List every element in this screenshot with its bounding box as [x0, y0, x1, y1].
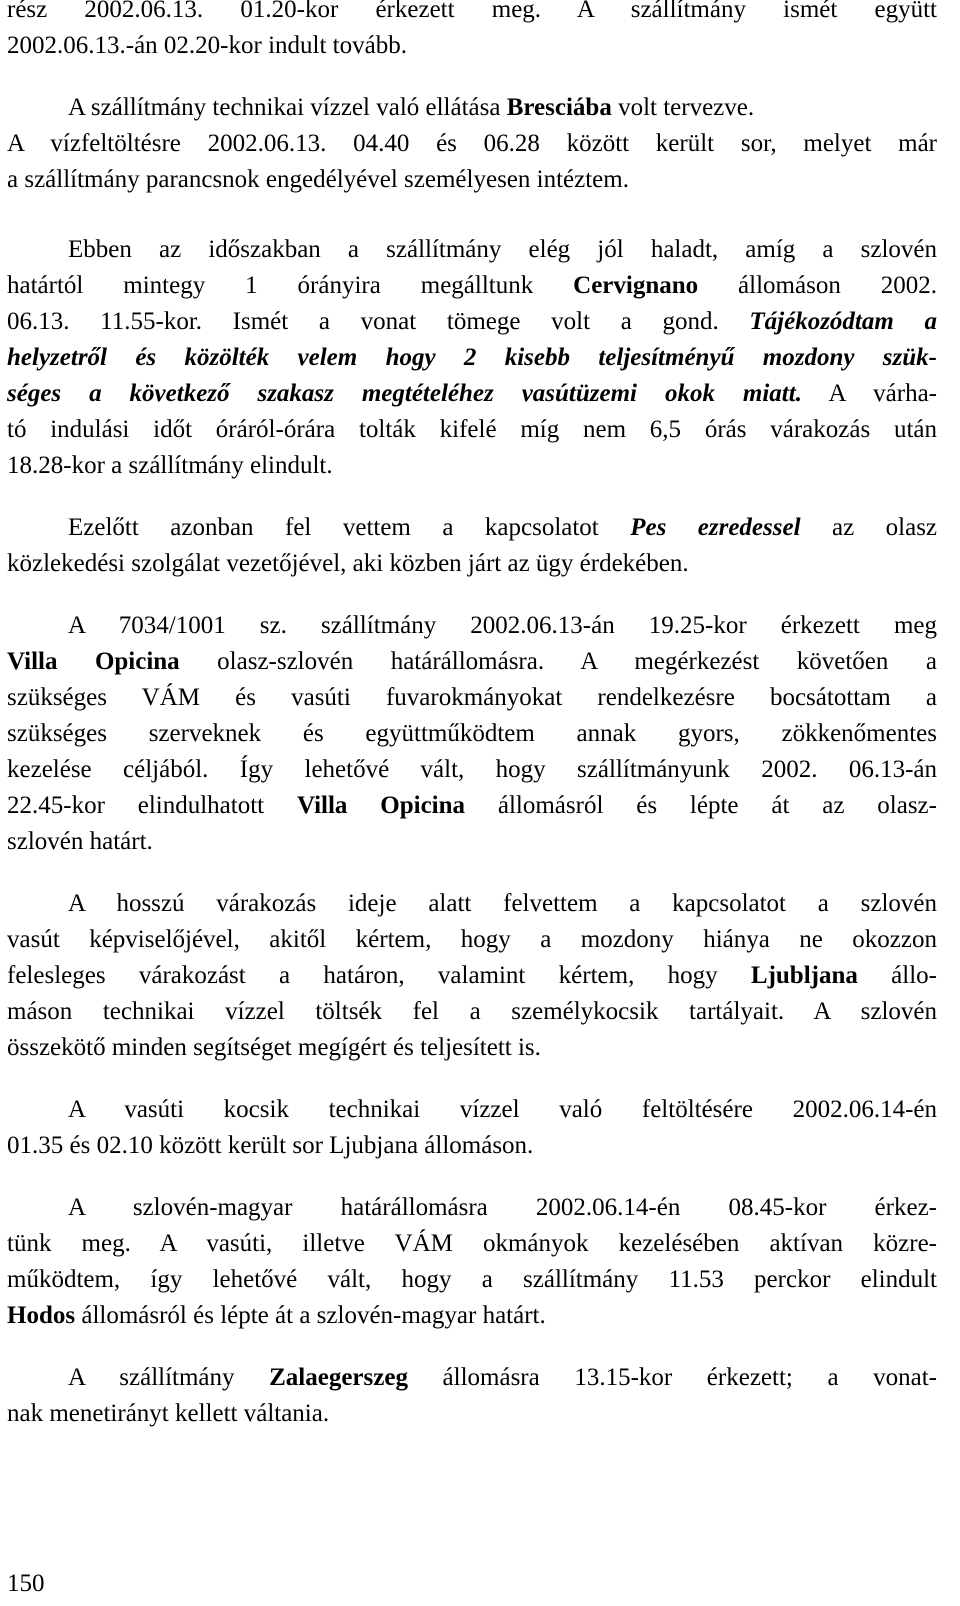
text-run: volt tervezve.: [611, 94, 755, 121]
text-line: [7, 1262, 937, 1298]
paragraph: [7, 0, 937, 64]
text-line: [7, 546, 937, 582]
bold-text-run: Bresciába: [506, 94, 612, 121]
text-run: állomáson 2002.: [698, 272, 937, 299]
text-line: [7, 340, 937, 376]
text-line: [7, 1396, 937, 1432]
text-run: felesleges várakozást a határon, valamint kértem, hogy: [7, 962, 751, 989]
bold-text-run: Villa Opicina: [7, 648, 180, 675]
text-run: Ebben az időszakban a szállítmány elég jól haladt, amíg a szlovén: [68, 236, 937, 263]
text-line: [7, 268, 937, 304]
text-run: 06.13. 11.55-kor. Ismét a vonat tömege volt a gond.: [7, 308, 750, 335]
text-line: [7, 922, 937, 958]
text-run: állo-: [857, 962, 937, 989]
text-run: az olasz: [800, 514, 938, 541]
bold-text-run: Zalaegerszeg: [269, 1364, 408, 1391]
text-run: 01.35 és 02.10 között került sor Ljubjana állomáson.: [7, 1132, 534, 1159]
text-run: 2002.06.13.-án 02.20-kor indult tovább.: [7, 32, 407, 59]
text-line: [7, 1360, 937, 1396]
text-run: állomásra 13.15-kor érkezett; a vonat-: [407, 1364, 938, 1391]
text-line: [7, 716, 937, 752]
text-line: [7, 788, 937, 824]
text-run: összekötő minden segítséget megígért és teljesített is.: [7, 1034, 541, 1061]
paragraph: [7, 1360, 937, 1432]
text-run: 18.28-kor a szállítmány elindult.: [7, 452, 333, 479]
page-number: 150: [7, 1570, 45, 1597]
text-run: A vízfeltöltésre 2002.06.13. 04.40 és 06.28 között került sor, melyet már: [7, 130, 937, 157]
bold-text-run: Villa Opicina: [296, 792, 466, 819]
text-line: [7, 752, 937, 788]
text-line: [7, 1092, 937, 1128]
text-run: kezelése céljából. Így lehetővé vált, hogy szállítmányunk 2002. 06.13-án: [7, 756, 937, 783]
text-line: [7, 0, 937, 28]
text-line: [7, 162, 937, 198]
text-run: A várha-: [801, 380, 938, 407]
text-line: [7, 376, 937, 412]
bold-italic-text-run: helyzetről és közölték velem hogy 2 kisebb teljesítményű mozdony szük-: [7, 344, 937, 371]
text-line: [7, 412, 937, 448]
text-line: [7, 1226, 937, 1262]
text-line: [7, 1030, 937, 1066]
text-line: [7, 644, 937, 680]
text-line: [7, 1190, 937, 1226]
text-run: nak menetirányt kellett váltania.: [7, 1400, 330, 1427]
text-run: tünk meg. A vasúti, illetve VÁM okmányok kezelésében aktívan közre-: [7, 1230, 937, 1257]
text-run: A szállítmány: [68, 1364, 270, 1391]
text-run: A szlovén-magyar határállomásra 2002.06.14-én 08.45-kor érkez-: [68, 1194, 937, 1221]
text-run: máson technikai vízzel töltsék fel a személykocsik tartályait. A szlovén: [7, 998, 937, 1025]
text-run: állomásról és lépte át az olasz-: [465, 792, 937, 819]
text-line: [7, 958, 937, 994]
text-line: [7, 1298, 937, 1334]
text-line: [7, 510, 937, 546]
text-run: szükséges VÁM és vasúti fuvarokmányokat rendelkezésre bocsátottam a: [7, 684, 937, 711]
paragraph: [7, 886, 937, 1066]
bold-italic-text-run: Pes ezredessel: [630, 514, 801, 541]
text-line: [7, 680, 937, 716]
text-line: [7, 28, 937, 64]
text-run: A 7034/1001 sz. szállítmány 2002.06.13-án 19.25-kor érkezett meg: [68, 612, 937, 639]
text-line: [7, 824, 937, 860]
text-run: a szállítmány parancsnok engedélyével személyesen intéztem.: [7, 166, 629, 193]
bold-italic-text-run: Tájékozódtam a: [749, 308, 937, 335]
paragraph: [7, 232, 937, 484]
text-run: A vasúti kocsik technikai vízzel való feltöltésére 2002.06.14-én: [68, 1096, 937, 1123]
text-run: 22.45-kor elindulhatott: [7, 792, 297, 819]
text-line: [7, 126, 937, 162]
text-line: [7, 608, 937, 644]
bold-text-run: Cervignano: [573, 272, 699, 299]
paragraph: [7, 90, 937, 198]
text-line: [7, 886, 937, 922]
text-run: tó indulási időt óráról-órára tolták kifelé míg nem 6,5 órás várakozás után: [7, 416, 937, 443]
text-run: szükséges szerveknek és együttműködtem annak gyors, zökkenőmentes: [7, 720, 937, 747]
text-run: A hosszú várakozás ideje alatt felvettem a kapcsolatot a szlovén: [68, 890, 937, 917]
paragraph: [7, 1092, 937, 1164]
text-line: [7, 994, 937, 1030]
text-line: [7, 90, 937, 126]
text-line: [7, 232, 937, 268]
text-run: állomásról és lépte át a szlovén-magyar határt.: [75, 1302, 546, 1329]
text-run: olasz-szlovén határállomásra. A megérkezést követően a: [179, 648, 937, 675]
text-line: [7, 448, 937, 484]
text-run: működtem, így lehetővé vált, hogy a szállítmány 11.53 perckor elindult: [7, 1266, 937, 1293]
text-run: határtól mintegy 1 órányira megálltunk: [7, 272, 574, 299]
text-run: közlekedési szolgálat vezetőjével, aki közben járt az ügy érdekében.: [7, 550, 689, 577]
text-run: A szállítmány technikai vízzel való ellátása: [68, 94, 507, 121]
paragraph: [7, 510, 937, 582]
text-run: vasút képviselőjével, akitől kértem, hogy a mozdony hiánya ne okozzon: [7, 926, 937, 953]
paragraph: [7, 608, 937, 860]
text-run: rész 2002.06.13. 01.20-kor érkezett meg. A szállítmány ismét együtt: [7, 0, 937, 23]
text-line: [7, 1128, 937, 1164]
text-run: Ezelőtt azonban fel vettem a kapcsolatot: [68, 514, 631, 541]
text-line: [7, 304, 937, 340]
bold-text-run: Ljubljana: [750, 962, 858, 989]
bold-text-run: Hodos: [7, 1302, 76, 1329]
text-run: szlovén határt.: [7, 828, 153, 855]
paragraph: [7, 1190, 937, 1334]
bold-italic-text-run: séges a következő szakasz megtételéhez vasútüzemi okok miatt.: [7, 380, 802, 407]
